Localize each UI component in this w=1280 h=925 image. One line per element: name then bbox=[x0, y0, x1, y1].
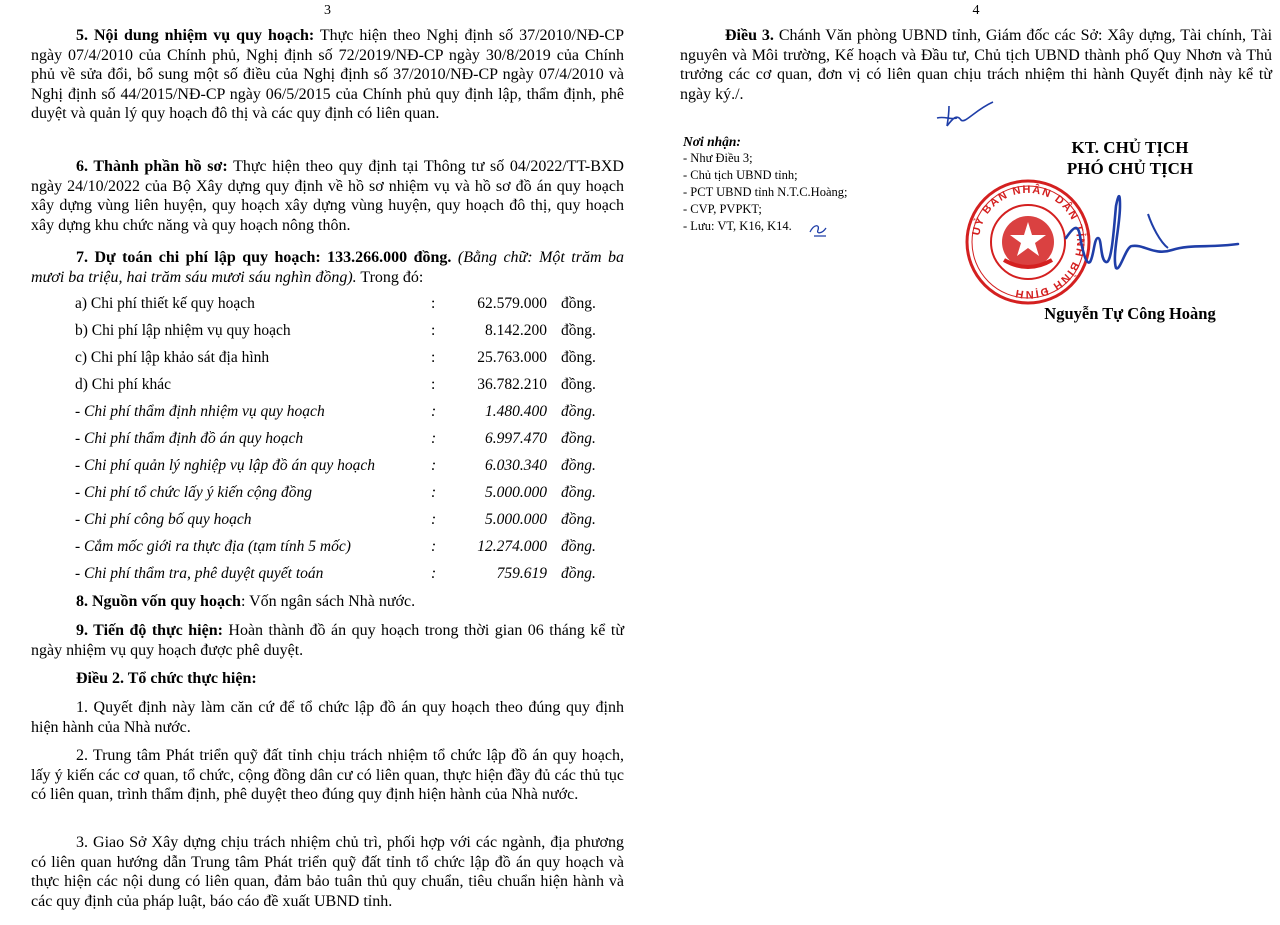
cost-unit: đồng. bbox=[561, 376, 596, 393]
recipient-item: - Như Điều 3; bbox=[683, 151, 753, 165]
cost-colon: : bbox=[431, 484, 437, 501]
cost-unit: đồng. bbox=[561, 565, 596, 582]
cost-unit: đồng. bbox=[561, 349, 596, 366]
handwritten-signature bbox=[1060, 186, 1250, 286]
section-6 bbox=[31, 157, 624, 235]
svg-text:UỶ BAN NHÂN DÂN TỈNH BÌNH ĐỊNH: UỶ BAN NHÂN DÂN TỈNH BÌNH ĐỊNH bbox=[970, 183, 1087, 301]
section-5-heading: 5. Nội dung nhiệm vụ quy hoạch: bbox=[76, 27, 315, 44]
cost-row bbox=[31, 564, 624, 586]
page-number: 4 bbox=[972, 3, 980, 18]
cost-amount: 62.579.000 bbox=[477, 295, 547, 312]
cost-label: - Chi phí công bố quy hoạch bbox=[75, 511, 252, 528]
cost-row bbox=[31, 321, 624, 343]
cost-label: c) Chi phí lập khảo sát địa hình bbox=[75, 349, 270, 366]
cost-amount: 6.030.340 bbox=[485, 457, 547, 474]
cost-unit: đồng. bbox=[561, 295, 596, 312]
section-5 bbox=[31, 26, 624, 124]
cost-label: - Chi phí quản lý nghiệp vụ lập đồ án quy hoạch bbox=[75, 457, 376, 474]
cost-amount: 12.274.000 bbox=[477, 538, 547, 555]
cost-colon: : bbox=[431, 430, 437, 447]
cost-colon: : bbox=[431, 565, 437, 582]
article-2-item-3 bbox=[31, 833, 624, 911]
cost-unit: đồng. bbox=[561, 484, 596, 501]
cost-amount: 759.619 bbox=[496, 565, 547, 582]
cost-row bbox=[31, 483, 624, 505]
recipient-item: - Chủ tịch UBND tỉnh; bbox=[683, 168, 798, 182]
section-9-text: Hoàn thành đồ án quy hoạch trong thời gian 06 tháng kể từ ngày nhiệm vụ quy hoạch được phê duyệt. bbox=[31, 622, 624, 659]
cost-unit: đồng. bbox=[561, 403, 596, 420]
section-6-heading: 6. Thành phần hồ sơ: bbox=[76, 158, 228, 175]
cost-unit: đồng. bbox=[561, 322, 596, 339]
cost-row bbox=[31, 429, 624, 451]
cost-row bbox=[31, 375, 624, 397]
section-9-heading: 9. Tiến độ thực hiện: bbox=[76, 622, 223, 639]
cost-row bbox=[31, 294, 624, 316]
page-number: 3 bbox=[324, 3, 331, 18]
cost-amount: 1.480.400 bbox=[485, 403, 547, 420]
cost-amount: 36.782.210 bbox=[477, 376, 547, 393]
section-7-heading: 7. Dự toán chi phí lập quy hoạch: 133.266.000 đồng. bbox=[76, 249, 452, 266]
section-6-text: Thực hiện theo quy định tại Thông tư số 04/2022/TT-BXD ngày 24/10/2022 của Bộ Xây dựng quy định về hồ sơ nhiệm vụ và hồ sơ đồ án quy hoạch xây dựng vùng liên huyện, quy hoạch xây dựng vùng huyện, quy hoạch đô thị, quy hoạch xây dựng khu chức năng và quy hoạch nông thôn. bbox=[31, 158, 624, 234]
cost-colon: : bbox=[431, 322, 436, 339]
signer-title-1: KT. CHỦ TỊCH bbox=[1071, 138, 1189, 157]
section-9 bbox=[31, 621, 624, 660]
article-3 bbox=[680, 26, 1272, 104]
cost-unit: đồng. bbox=[561, 511, 596, 528]
cost-colon: : bbox=[431, 457, 437, 474]
article-2-heading bbox=[31, 669, 624, 689]
section-7 bbox=[31, 248, 624, 287]
signer-name: Nguyễn Tự Công Hoàng bbox=[1044, 304, 1216, 323]
cost-colon: : bbox=[431, 538, 437, 555]
signer-title-2: PHÓ CHỦ TỊCH bbox=[1066, 159, 1194, 178]
cost-label: - Cắm mốc giới ra thực địa (tạm tính 5 mốc) bbox=[75, 538, 351, 555]
cost-row bbox=[31, 348, 624, 370]
article-3-heading: Điều 3. bbox=[725, 27, 774, 44]
section-8 bbox=[31, 592, 624, 612]
recipient-initials-mark bbox=[808, 218, 830, 238]
section-7-amount-words: (Bằng chữ: Một trăm ba mươi ba triệu, hai trăm sáu mươi sáu nghìn đồng). bbox=[31, 249, 625, 286]
section-8-heading: 8. Nguồn vốn quy hoạch bbox=[76, 593, 241, 610]
cost-label: d) Chi phí khác bbox=[75, 376, 171, 393]
cost-amount: 5.000.000 bbox=[485, 511, 547, 528]
cost-row bbox=[31, 402, 624, 424]
cost-row bbox=[31, 537, 624, 559]
cost-colon: : bbox=[431, 403, 437, 420]
article-2-title: Điều 2. Tổ chức thực hiện: bbox=[76, 670, 257, 687]
cost-amount: 6.997.470 bbox=[485, 430, 547, 447]
cost-amount: 8.142.200 bbox=[485, 322, 547, 339]
cost-row bbox=[31, 456, 624, 478]
cost-label: a) Chi phí thiết kế quy hoạch bbox=[75, 295, 255, 312]
cost-unit: đồng. bbox=[561, 538, 596, 555]
recipient-item: - CVP, PVPKT; bbox=[683, 202, 762, 216]
recipient-item: - PCT UBND tỉnh N.T.C.Hoàng; bbox=[683, 185, 848, 199]
item-3-text: 3. Giao Sở Xây dựng chịu trách nhiệm chủ trì, phối hợp với các ngành, địa phương có liên quan hướng dẫn Trung tâm Phát triển quỹ đất tỉnh tổ chức lập đồ án quy hoạch và thực hiện các nội dung có liên quan, đảm bảo tuân thủ quy chuẩn, tiêu chuẩn hiện hành và các quy định của pháp luật, báo cáo đề xuất UBND tỉnh. bbox=[31, 834, 624, 910]
article-2-item-1 bbox=[31, 698, 624, 737]
cost-amount: 5.000.000 bbox=[485, 484, 547, 501]
section-7-tail: Trong đó: bbox=[356, 268, 424, 286]
article-2-item-2 bbox=[31, 746, 624, 805]
cost-label: - Chi phí thẩm định đồ án quy hoạch bbox=[75, 430, 304, 447]
section-5-text: Thực hiện theo Nghị định số 37/2010/NĐ-CP ngày 07/4/2010 của Chính phủ, Nghị định số 72/2019/NĐ-CP ngày 30/8/2019 của Chính phủ về sửa đổi, bổ sung một số điều của Nghị định số 37/2010/NĐ-CP ngày 07/4/2010 và Nghị định số 44/2015/NĐ-CP ngày 06/5/2015 của Chính phủ quy định lập, thẩm định, phê duyệt và quản lý quy hoạch đô thị và các quy định có liên quan. bbox=[31, 27, 625, 122]
article-3-text: Chánh Văn phòng UBND tỉnh, Giám đốc các Sở: Xây dựng, Tài chính, Tài nguyên và Môi trường, Kế hoạch và Đầu tư, Chủ tịch UBND thành phố Quy Nhơn và Thủ trưởng các cơ quan, đơn vị có liên quan chịu trách nhiệm thi hành Quyết định này kể từ ngày ký./. bbox=[680, 27, 1273, 103]
item-2-text: 2. Trung tâm Phát triển quỹ đất tỉnh chịu trách nhiệm tổ chức lập đồ án quy hoạch, lấy ý kiến các cơ quan, tổ chức, cộng đồng dân cư có liên quan, thực hiện đầy đủ các thủ tục có liên quan, trình thẩm định, phê duyệt theo đúng quy định hiện hành của Nhà nước. bbox=[31, 747, 624, 803]
section-8-text: : Vốn ngân sách Nhà nước. bbox=[240, 593, 416, 610]
cost-colon: : bbox=[431, 349, 436, 366]
initials-mark bbox=[935, 100, 995, 130]
cost-label: - Chi phí thẩm định nhiệm vụ quy hoạch bbox=[75, 403, 325, 420]
cost-colon: : bbox=[431, 295, 436, 312]
cost-label: - Chi phí thẩm tra, phê duyệt quyết toán bbox=[75, 565, 324, 582]
cost-amount: 25.763.000 bbox=[477, 349, 547, 366]
cost-label: - Chi phí tổ chức lấy ý kiến cộng đồng bbox=[75, 484, 313, 501]
cost-colon: : bbox=[431, 511, 437, 528]
recipient-item: - Lưu: VT, K16, K14. bbox=[683, 219, 792, 233]
recipients-heading: Nơi nhận: bbox=[683, 134, 741, 149]
cost-unit: đồng. bbox=[561, 430, 596, 447]
cost-colon: : bbox=[431, 376, 436, 393]
item-1-text: 1. Quyết định này làm căn cứ để tổ chức lập đồ án quy hoạch theo đúng quy định hiện hành của Nhà nước. bbox=[31, 699, 624, 736]
cost-row bbox=[31, 510, 624, 532]
cost-label: b) Chi phí lập nhiệm vụ quy hoạch bbox=[75, 322, 291, 339]
cost-unit: đồng. bbox=[561, 457, 596, 474]
